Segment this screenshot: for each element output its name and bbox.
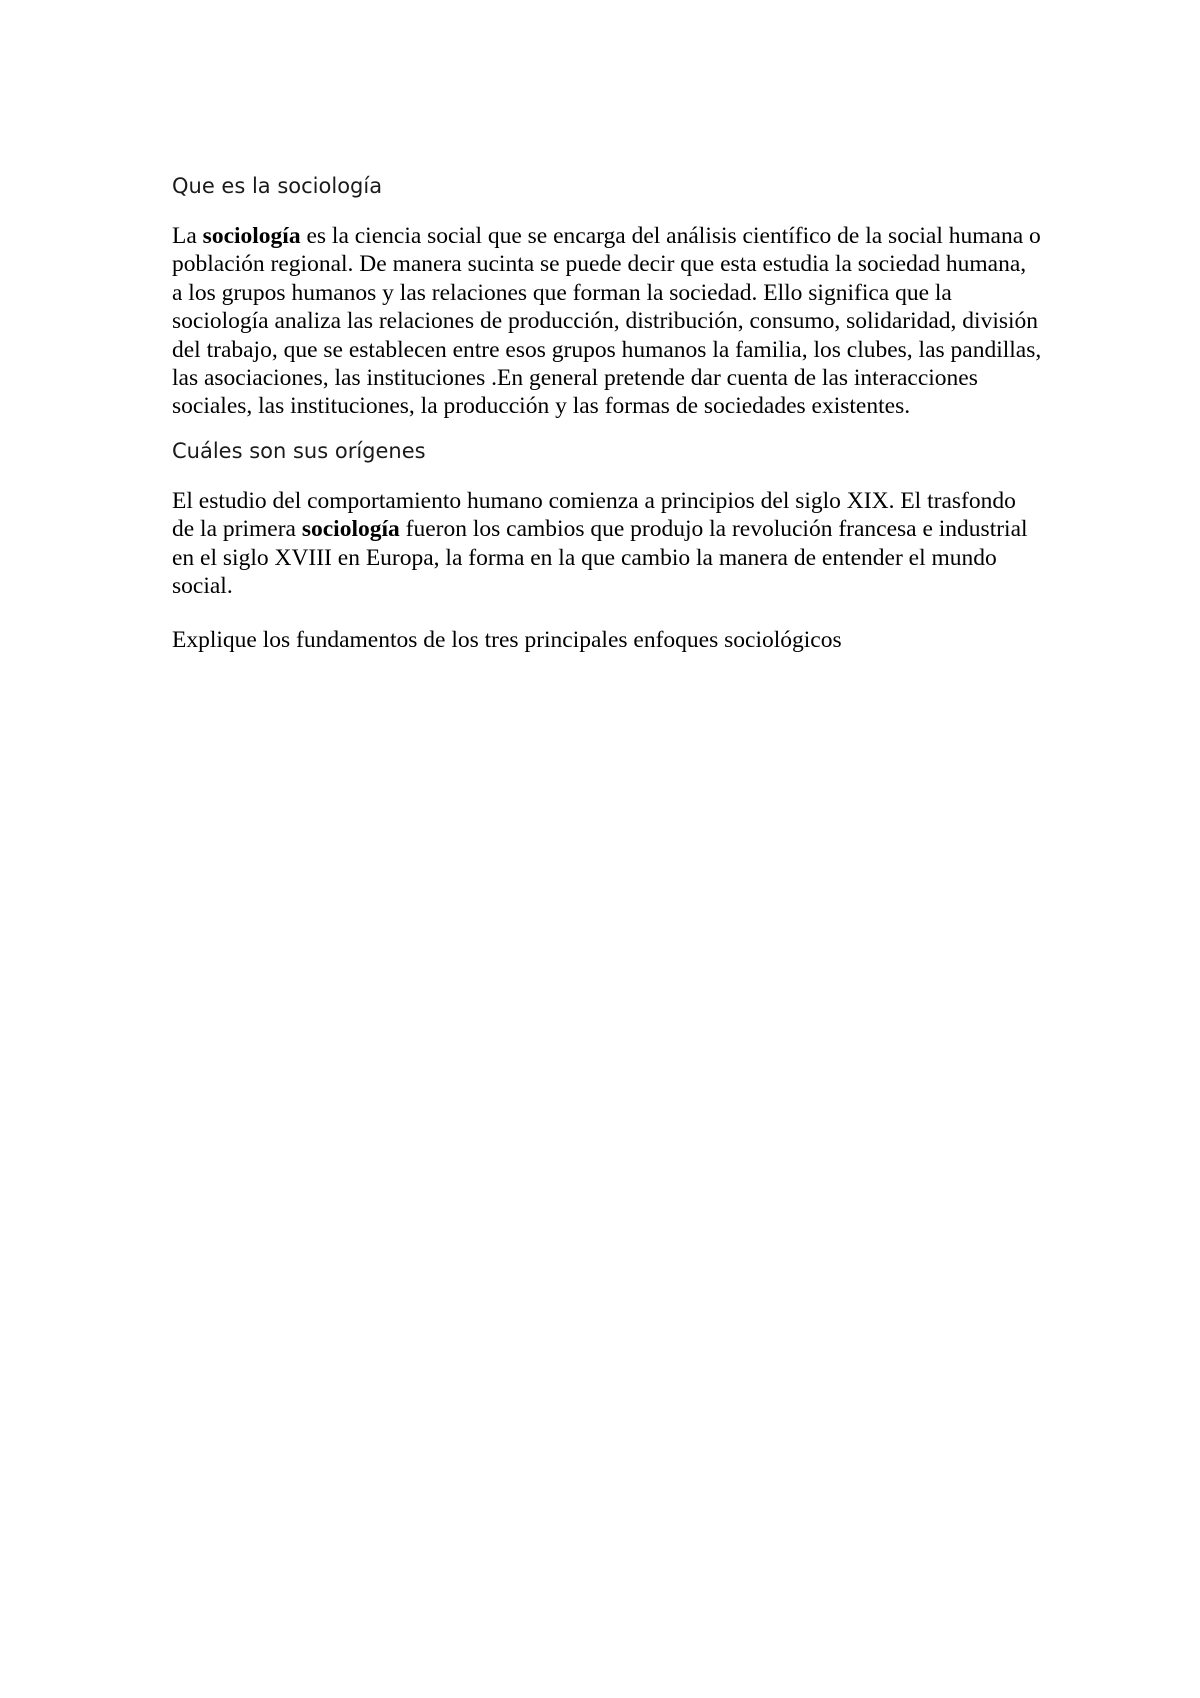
bold-term-sociologia: sociología xyxy=(202,223,301,249)
document-page xyxy=(172,170,1042,655)
paragraph-origenes-rest: fueron los cambios que produjo la revolución francesa e industrial en el siglo XVIII en Europa, la forma en la que cambio la manera de entender el mundo social. xyxy=(172,516,1028,600)
paragraph-pregunta-enfoques: Explique los fundamentos de los tres principales enfoques sociológicos xyxy=(172,627,842,654)
heading-que-es-la-sociologia: Que es la sociología xyxy=(172,174,383,198)
paragraph-definicion-lead: La xyxy=(172,223,203,249)
paragraph-definicion xyxy=(172,222,1042,421)
paragraph-origenes xyxy=(172,487,1042,601)
heading-origenes: Cuáles son sus orígenes xyxy=(172,438,426,463)
paragraph-definicion-rest: es la ciencia social que se encarga del análisis científico de la social humana o población regional. De manera sucinta se puede decir que esta estudia la sociedad humana, a los grupos humanos y las relaciones que forman la sociedad. Ello significa que la sociología analiza las relaciones de producción, distribución, consumo, solidaridad, división del trabajo, que se establecen entre esos grupos humanos la familia, los clubes, las pandillas, las asociaciones, las instituciones .En general pretende dar cuenta de las interacciones sociales, las instituciones, la producción y las formas de sociedades existentes. xyxy=(172,223,1042,420)
paragraph-origenes-lead: El estudio del comportamiento humano comienza a principios del siglo XIX. El trasfondo de la primera xyxy=(172,487,1016,543)
bold-term-sociologia-2: sociología xyxy=(301,516,400,543)
